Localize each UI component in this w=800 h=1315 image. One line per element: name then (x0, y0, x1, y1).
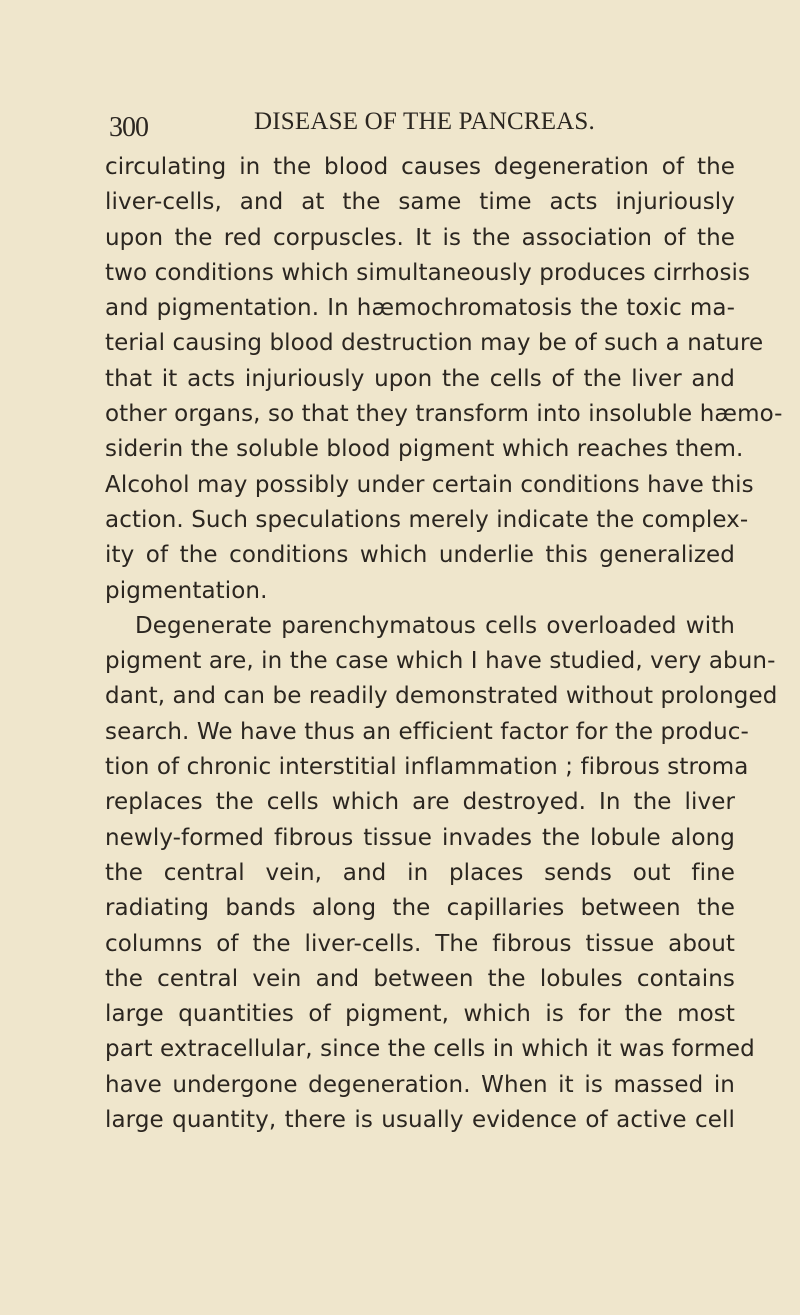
text-line: pigment are, in the case which I have studied, very abun- (105, 648, 776, 675)
text-line: ity of the conditions which underlie this generalized (105, 542, 735, 569)
page-number: 300 (109, 112, 148, 143)
text-line: that it acts injuriously upon the cells of the liver and (105, 365, 735, 392)
text-line: and pigmentation. In hæmochromatosis the toxic ma- (105, 295, 735, 322)
text-line: tion of chronic interstitial inflammation ; fibrous stroma (105, 754, 749, 781)
text-line: large quantity, there is usually evidence of active cell (105, 1107, 735, 1134)
text-line: large quantities of pigment, which is for the most (105, 1001, 735, 1028)
text-line: upon the red corpuscles. It is the association of the (105, 224, 735, 251)
text-line: part extracellular, since the cells in which it was formed (105, 1036, 755, 1063)
text-line: action. Such speculations merely indicate the complex- (105, 506, 749, 533)
text-line: other organs, so that they transform into insoluble hæmo- (105, 401, 783, 428)
text-line: Degenerate parenchymatous cells overloaded with (135, 612, 735, 639)
text-line: newly-formed fibrous tissue invades the lobule along (105, 824, 735, 851)
text-line: have undergone degeneration. When it is massed in (105, 1071, 735, 1098)
body-text (105, 150, 783, 1138)
text-line: two conditions which simultaneously produces cirrhosis (105, 259, 751, 286)
text-line: replaces the cells which are destroyed. In the liver (105, 789, 735, 816)
text-line: Alcohol may possibly under certain conditions have this (105, 471, 754, 498)
text-line: terial causing blood destruction may be of such a nature (105, 330, 764, 357)
text-line: columns of the liver-cells. The fibrous tissue about (105, 930, 735, 957)
text-line: search. We have thus an efficient factor for the produc- (105, 718, 749, 745)
text-line: circulating in the blood causes degeneration of the (105, 154, 735, 180)
page-header (0, 104, 800, 144)
text-line: dant, and can be readily demonstrated without prolonged (105, 683, 778, 710)
text-line: radiating bands along the capillaries between the (105, 895, 735, 922)
text-line: liver-cells, and at the same time acts injuriously (105, 189, 735, 216)
text-line: the central vein, and in places sends out fine (105, 859, 735, 886)
running-head: DISEASE OF THE PANCREAS. (254, 108, 595, 135)
text-line: the central vein and between the lobules contains (105, 965, 735, 992)
text-line: pigmentation. (105, 577, 268, 604)
text-line: siderin the soluble blood pigment which reaches them. (105, 436, 744, 463)
